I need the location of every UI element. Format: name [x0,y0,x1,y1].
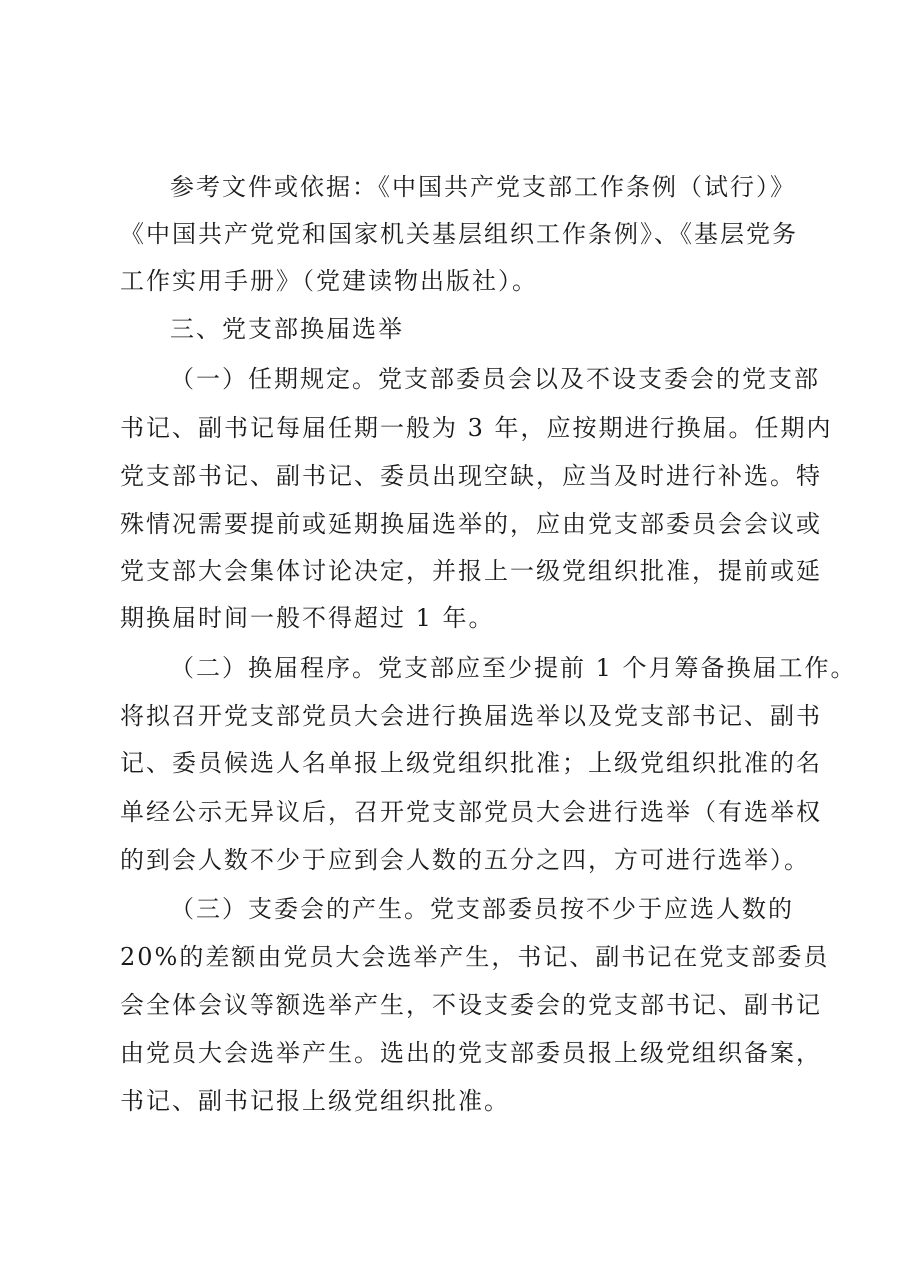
election-procedure-line: （二）换届程序。党支部应至少提前 1 个月筹备换届工作。 [170,654,857,682]
election-procedure-line: 单经公示无异议后，召开党支部党员大会进行选举（有选举权 [120,798,822,826]
reference-line: 《中国共产党党和国家机关基层组织工作条例》、《基层党务 [120,220,798,248]
term-rules-line: 党支部书记、副书记、委员出现空缺，应当及时进行补选。特 [120,462,822,490]
term-rules-line: 书记、副书记每届任期一般为 3 年，应按期进行换届。任期内 [120,414,833,442]
term-rules-line: （一）任期规定。党支部委员会以及不设支委会的党支部 [170,365,820,393]
reference-line: 工作实用手册》（党建读物出版社）。 [120,267,538,295]
committee-formation-line: 由党员大会选举产生。选出的党支部委员报上级党组织备案， [120,1039,822,1067]
committee-formation-line: 20%的差额由党员大会选举产生，书记、副书记在党支部委员 [120,943,830,971]
election-procedure-line: 将拟召开党支部党员大会进行换届选举以及党支部书记、副书 [120,702,822,730]
term-rules-line: 党支部大会集体讨论决定，并报上一级党组织批准，提前或延 [120,557,822,585]
committee-formation-line: 会全体会议等额选举产生，不设支委会的党支部书记、副书记 [120,991,822,1019]
election-procedure-line: 记、委员候选人名单报上级党组织批准；上级党组织批准的名 [120,749,822,777]
committee-formation-line: （三）支委会的产生。党支部委员按不少于应选人数的 [170,895,794,923]
election-procedure-line: 的到会人数不少于应到会人数的五分之四，方可进行选举）。 [120,846,810,874]
section-heading: 三、党支部换届选举 [170,315,404,343]
term-rules-line: 殊情况需要提前或延期换届选举的，应由党支部委员会会议或 [120,510,822,538]
term-rules-line: 期换届时间一般不得超过 1 年。 [120,604,495,632]
committee-formation-line: 书记、副书记报上级党组织批准。 [120,1087,510,1115]
reference-line: 参考文件或依据：《中国共产党支部工作条例（试行）》 [170,173,796,201]
